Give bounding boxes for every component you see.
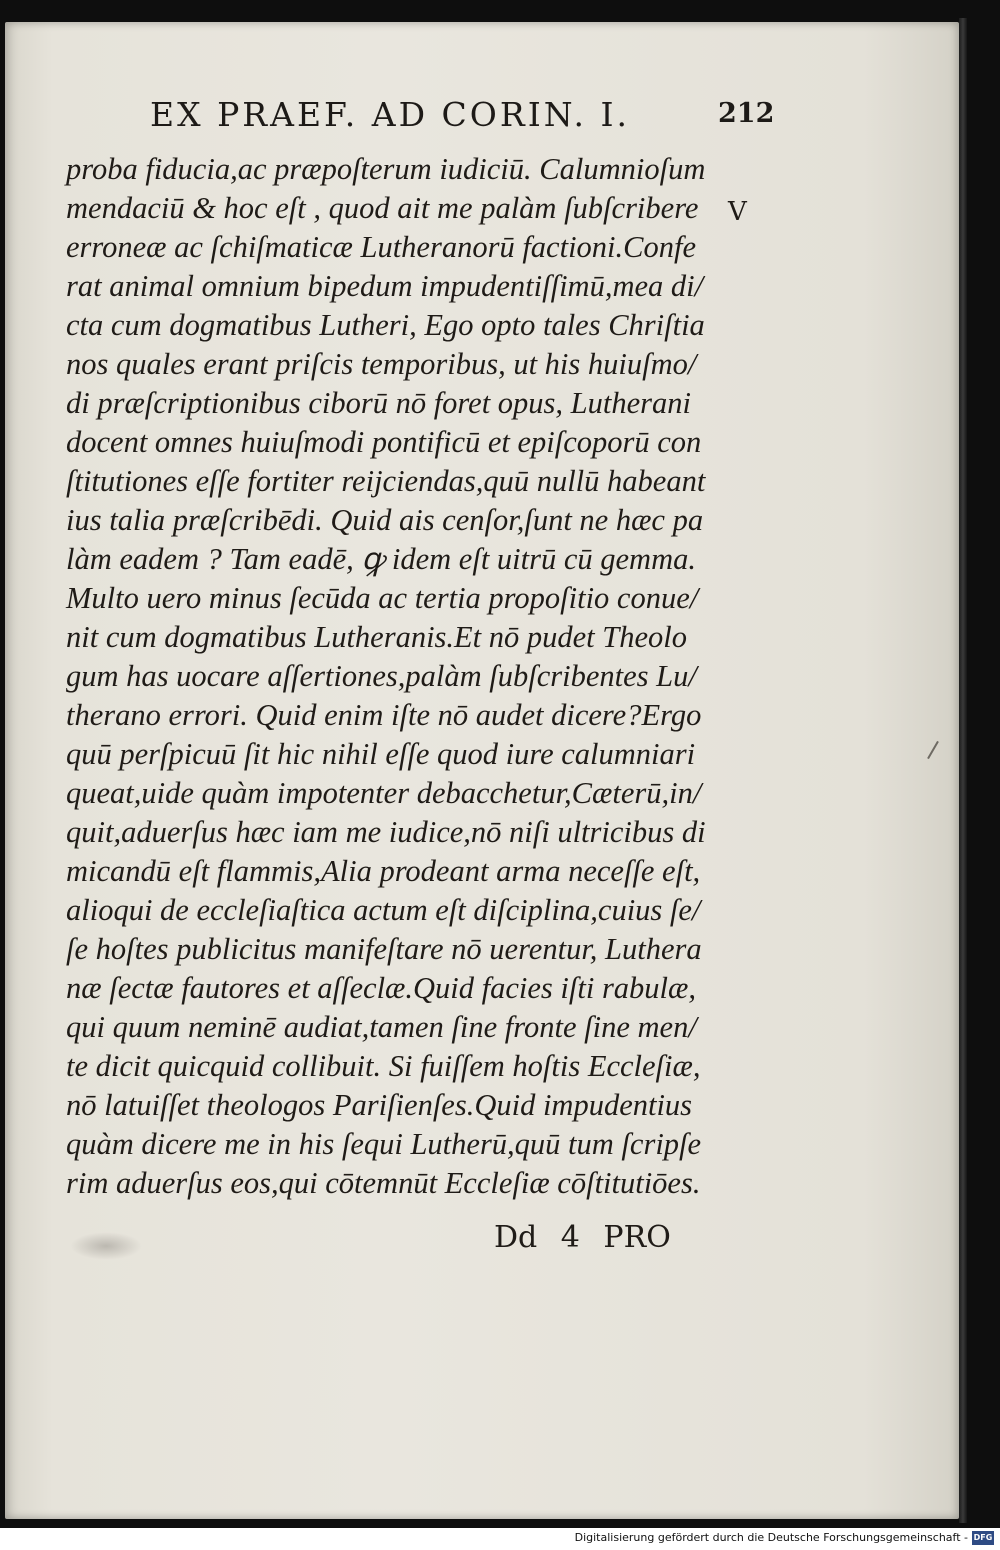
text-line: mendaciū & hoc eſt , quod ait me palàm ſubſcribere bbox=[66, 191, 699, 225]
catchwords: Dd 4 PRO bbox=[494, 1220, 671, 1255]
text-line: quàm dicere me in his ſequi Lutherū,quū tum ſcripſe bbox=[66, 1127, 702, 1161]
text-line: therano errori. Quid enim iſte nō audet dicere?Ergo bbox=[66, 698, 702, 732]
text-line: nō latuiſſet theologos Pariſienſes.Quid impudentius bbox=[66, 1088, 693, 1122]
text-line: rat animal omnium bipedum impudentiſſimū,mea di/ bbox=[66, 269, 704, 303]
text-line: proba fiducia,ac præpoſterum iudiciū. Calumnioſum bbox=[66, 152, 706, 186]
running-head: EX PRAEF. AD CORIN. I. bbox=[150, 95, 631, 134]
page-edge bbox=[959, 18, 967, 1523]
text-line: te dicit quicquid collibuit. Si fuiſſem hoſtis Eccleſiæ, bbox=[66, 1049, 701, 1083]
text-line: rim aduerſus eos,qui cōtemnūt Eccleſiæ cōſtitutiōes. bbox=[66, 1166, 701, 1200]
text-line: quū perſpicuū ſit hic nihil eſſe quod iure calumniari bbox=[66, 737, 696, 771]
text-line: micandū eſt flammis,Alia prodeant arma neceſſe eſt, bbox=[66, 854, 701, 888]
text-line: alioqui de eccleſiaſtica actum eſt diſciplina,cuius ſe/ bbox=[66, 893, 701, 927]
text-line: næ ſectæ fautores et aſſeclæ.Quid facies iſti rabulæ, bbox=[66, 971, 697, 1005]
body-text bbox=[66, 150, 716, 1203]
text-line: ſtitutiones eſſe fortiter reijciendas,quū nullū habeant bbox=[66, 464, 706, 498]
text-line: quit,aduerſus hæc iam me iudice,nō niſi ultricibus di bbox=[66, 815, 706, 849]
ink-smudge bbox=[70, 1232, 142, 1260]
text-line: cta cum dogmatibus Lutheri, Ego opto tales Chriſtia bbox=[66, 308, 705, 342]
text-line: ſe hoſtes publicitus manifeſtare nō uerentur, Luthera bbox=[66, 932, 702, 966]
dfg-logo-icon: DFG bbox=[972, 1531, 994, 1545]
footer-bar bbox=[0, 1528, 1000, 1550]
text-line: nos quales erant priſcis temporibus, ut his huiuſmo/ bbox=[66, 347, 697, 381]
text-line: Multo uero minus ſecūda ac tertia propoſitio conue/ bbox=[66, 581, 699, 615]
margin-note: V bbox=[728, 197, 747, 227]
text-line: qui quum neminē audiat,tamen ſine fronte ſine men/ bbox=[66, 1010, 697, 1044]
text-line: nit cum dogmatibus Lutheranis.Et nō pudet Theolo bbox=[66, 620, 688, 654]
text-line: queat,uide quàm impotenter debacchetur,Cæterū,in/ bbox=[66, 776, 702, 810]
text-line: erroneæ ac ſchiſmaticæ Lutheranorū factioni.Confe bbox=[66, 230, 697, 264]
text-line: ius talia præſcribēdi. Quid ais cenſor,ſunt ne hæc pa bbox=[66, 503, 704, 537]
text-line: docent omnes huiuſmodi pontificū et epiſcoporū con bbox=[66, 425, 702, 459]
text-line: gum has uocare aſſertiones,palàm ſubſcribentes Lu/ bbox=[66, 659, 697, 693]
folio-number: 212 bbox=[718, 98, 775, 129]
funding-credit: Digitalisierung gefördert durch die Deutsche Forschungsgemeinschaft - bbox=[574, 1531, 968, 1544]
text-line: di præſcriptionibus ciborū nō foret opus, Lutherani bbox=[66, 386, 691, 420]
text-line: làm eadem ? Tam eadē, ꝙ idem eſt uitrū cū gemma. bbox=[66, 542, 696, 576]
